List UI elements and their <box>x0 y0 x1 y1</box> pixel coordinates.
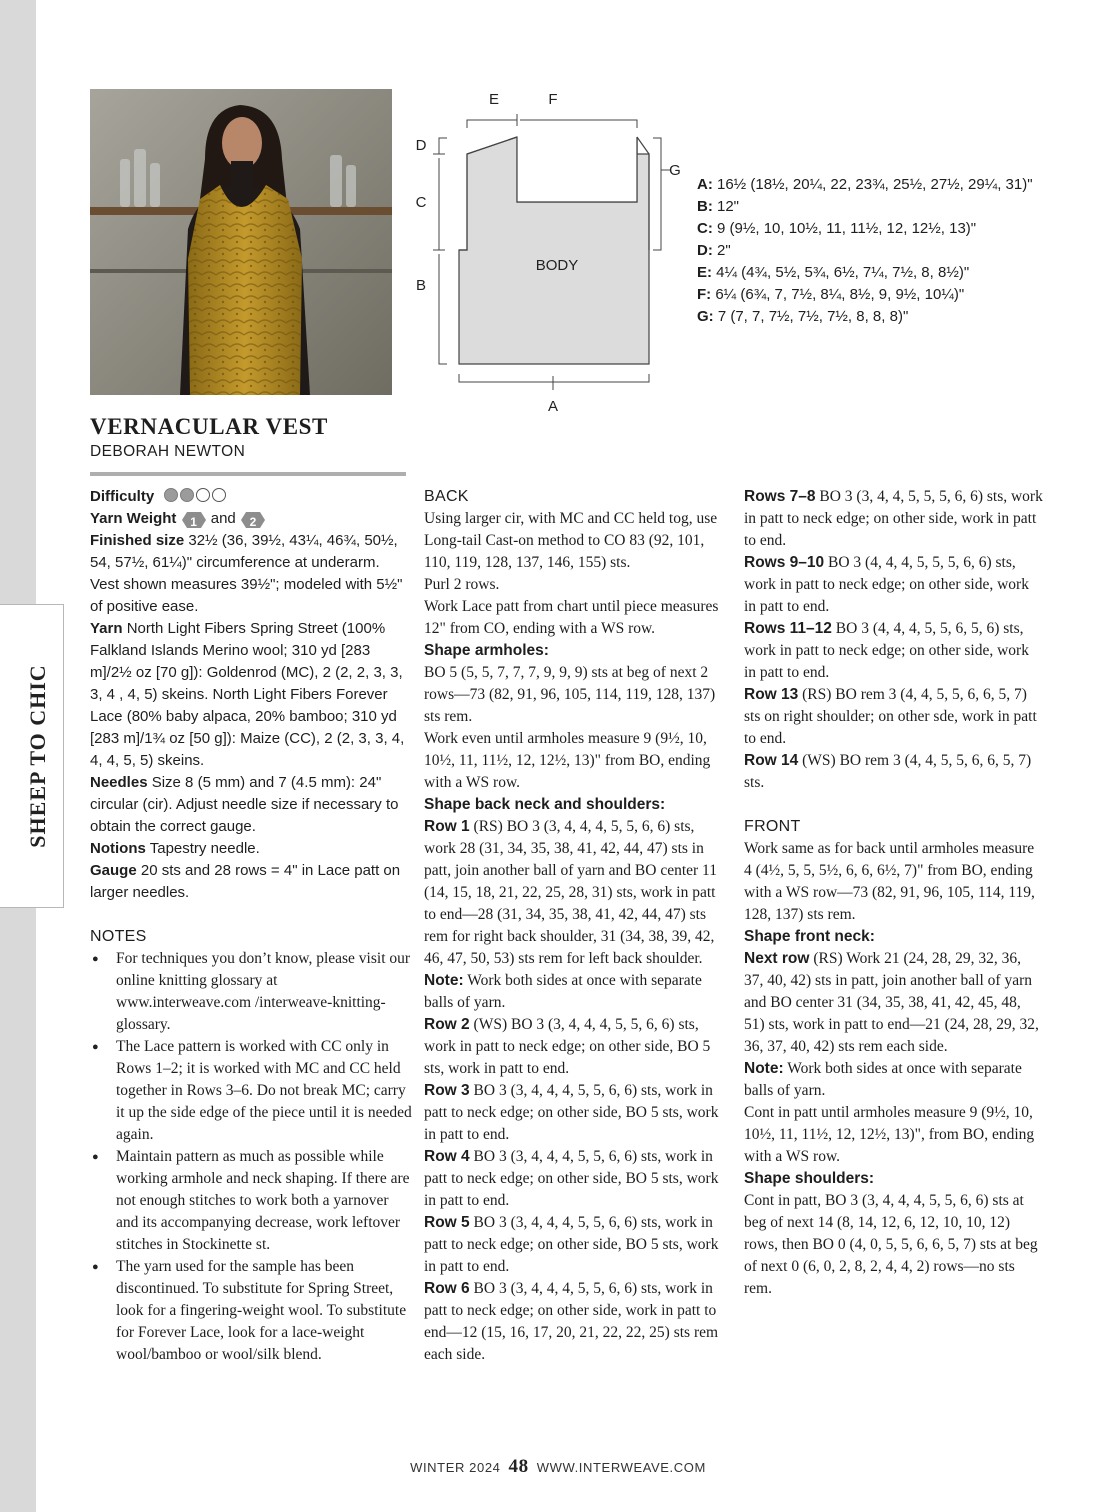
website-label: WWW.INTERWEAVE.COM <box>536 1460 706 1475</box>
column-back <box>424 486 726 1366</box>
back-row-9-10: Rows 9–10 BO 3 (4, 4, 4, 5, 5, 5, 6, 6) sts, work in patt to neck edge; on other side, work in patt to end. <box>744 554 1029 615</box>
gauge-info: Gauge 20 sts and 28 rows = 4" in Lace patt on larger needles. <box>90 862 401 901</box>
label-e: E <box>488 91 500 108</box>
difficulty-line <box>90 486 412 508</box>
back-row-4: Row 4 BO 3 (3, 4, 4, 4, 5, 5, 6, 6) sts, work in patt to neck edge; on other side, BO 5 sts, work in patt to end. <box>424 1148 719 1209</box>
measurement-c: C: 9 (9½, 10, 10½, 11, 11½, 12, 12½, 13)" <box>697 220 977 237</box>
designer-name: DEBORAH NEWTON <box>90 443 246 460</box>
measurement-d: D: 2" <box>697 242 731 259</box>
difficulty-empty-icon <box>212 488 226 502</box>
back-row-7-8: Rows 7–8 BO 3 (3, 4, 4, 5, 5, 5, 6, 6) sts, work in patt to neck edge; on other side, work in patt to end. <box>744 488 1043 549</box>
back-row-6: Row 6 BO 3 (3, 4, 4, 4, 5, 5, 6, 6) sts, work in patt to neck edge; on other side, work in patt to end—12 (15, 16, 17, 20, 21, 22, 22, 25) sts rem each side. <box>424 1280 719 1363</box>
pattern-title: VERNACULAR VEST <box>90 414 328 439</box>
back-paragraph: Purl 2 rows. <box>424 576 500 593</box>
front-shoulders-subheading: Shape shoulders: <box>744 1170 875 1187</box>
needles-info: Needles Size 8 (5 mm) and 7 (4.5 mm): 24" circular (cir). Adjust needle size if necessary to obtain the correct gauge. <box>90 774 399 835</box>
page-footer <box>0 1456 1116 1478</box>
front-paragraph: Work same as for back until armholes measure 4 (4½, 5, 5, 5½, 6, 6, 6½, 7)" from BO, ending with a WS row—73 (82, 91, 96, 105, 114, 119, 128, 137) sts rem. <box>744 840 1035 923</box>
notes-heading: NOTES <box>90 928 147 945</box>
note-item: ● The Lace pattern is worked with CC only in Rows 1–2; it is worked with MC and CC held together in Rows 3–6. Do not break MC; carry it up the side edge of the piece until it is needed again. <box>90 1036 412 1146</box>
measurement-f: F: 6¼ (6¾, 7, 7½, 8¼, 8½, 9, 9½, 10¼)" <box>697 286 965 303</box>
back-row-5: Row 5 BO 3 (3, 4, 4, 4, 5, 5, 6, 6) sts, work in patt to neck edge; on other side, BO 5 sts, work in patt to end. <box>424 1214 719 1275</box>
back-neck-subheading: Shape back neck and shoulders: <box>424 796 666 813</box>
body-label: BODY <box>535 257 579 274</box>
vest-schematic <box>405 86 695 418</box>
front-paragraph: Cont in patt, BO 3 (3, 4, 4, 4, 5, 5, 6, 6) sts at beg of next 14 (8, 14, 12, 6, 12, 10, 10, 12) rows, then BO 0 (4, 0, 5, 5, 6, 6, 5, 7) sts at beg of next 0 (6, 0, 2, 8, 2, 4, 4, 2) rows—no sts rem. <box>744 1192 1038 1297</box>
measurement-b: B: 12" <box>697 198 740 215</box>
back-paragraph: Work Lace patt from chart until piece measures 12" from CO, ending with a WS row. <box>424 598 719 637</box>
difficulty-rating <box>164 488 228 505</box>
back-row-2: Row 2 (WS) BO 3 (3, 4, 4, 4, 5, 5, 6, 6) sts, work in patt to neck edge; on other side, BO 5 sts, work in patt to end. <box>424 1016 711 1077</box>
dotted-divider <box>90 472 406 476</box>
issue-label: WINTER 2024 <box>410 1460 501 1475</box>
note-item: ● The yarn used for the sample has been discontinued. To substitute for Spring Street, look for a fingering-weight wool. To substitute for Forever Lace, look for a lace-weight wool/bamboo or wool/silk blend. <box>90 1256 412 1366</box>
yarn-weight-1-icon: 1 <box>181 511 207 529</box>
back-row-14: Row 14 (WS) BO rem 3 (4, 4, 5, 5, 6, 6, 5, 7) sts. <box>744 752 1032 791</box>
back-row-13: Row 13 (RS) BO rem 3 (4, 4, 5, 5, 6, 6, 5, 7) sts on right shoulder; on other sde, work in patt to end. <box>744 686 1037 747</box>
back-paragraph: BO 5 (5, 5, 7, 7, 7, 9, 9, 9) sts at beg of next 2 rows—73 (82, 91, 96, 105, 114, 119, 128, 137) sts rem. <box>424 664 716 725</box>
front-neck-subheading: Shape front neck: <box>744 928 875 945</box>
back-heading: BACK <box>424 488 469 505</box>
yarn-weight-2-icon: 2 <box>240 511 266 529</box>
front-note: Note: Work both sides at once with separate balls of yarn. <box>744 1060 1022 1099</box>
label-c: C <box>415 194 427 211</box>
note-item: ● For techniques you don’t know, please visit our online knitting glossary at www.interweave.com /interweave-knitting-glossary. <box>90 948 412 1036</box>
model-photo <box>90 89 392 395</box>
measurement-e: E: 4¼ (4¾, 5½, 5¾, 6½, 7¼, 7½, 8, 8½)" <box>697 264 970 281</box>
yarn-info: Yarn North Light Fibers Spring Street (100% Falkland Islands Merino wool; 310 yd [283 m]/2½ oz [70 g]): Goldenrod (MC), 2 (2, 2, 3, 3, 3, 4 , 4, 5) skeins. North Light Fibers Forever Lace (80% baby alpaca, 20% bamboo; 310 yd [283 m]/1¾ oz [50 g]): Maize (CC), 2 (2, 3, 3, 4, 4, 4, 5, 5) skeins. <box>90 620 405 769</box>
label-f: F <box>548 91 558 108</box>
front-next-row: Next row (RS) Work 21 (24, 28, 29, 32, 36, 37, 40, 42) sts in patt, join another ball of yarn and BO center 31 (34, 35, 38, 41, 42, 45, 48, 51) sts, work in patt to end—21 (24, 28, 29, 32, 36, 37, 40, 42) sts rem each side. <box>744 950 1039 1055</box>
notions-info: Notions Tapestry needle. <box>90 840 260 857</box>
back-paragraph: Using larger cir, with MC and CC held tog, use Long-tail Cast-on method to CO 83 (92, 101, 110, 119, 128, 137, 146, 155) sts. <box>424 510 718 571</box>
measurement-list <box>697 174 1097 328</box>
front-paragraph: Cont in patt until armholes measure 9 (9½, 10, 10½, 11, 11½, 12, 12½, 13)", from BO, ending with a WS row. <box>744 1104 1035 1165</box>
armholes-subheading: Shape armholes: <box>424 642 549 659</box>
label-a: A <box>547 398 559 415</box>
difficulty-filled-icon <box>180 488 194 502</box>
column-back-front <box>744 486 1044 1300</box>
back-note: Note: Work both sides at once with separate balls of yarn. <box>424 972 702 1011</box>
back-row-3: Row 3 BO 3 (3, 4, 4, 4, 5, 5, 6, 6) sts, work in patt to neck edge; on other side, BO 5 sts, work in patt to end. <box>424 1082 719 1143</box>
back-paragraph: Work even until armholes measure 9 (9½, 10, 10½, 11, 11½, 12, 12½, 13)" from BO, ending with a WS row. <box>424 730 711 791</box>
label-d: D <box>415 137 427 154</box>
label-g: G <box>669 162 681 179</box>
yarn-weight-line <box>90 508 412 530</box>
measurement-a: A: 16½ (18½, 20¼, 22, 23¾, 25½, 27½, 29¼, 31)" <box>697 176 1033 193</box>
back-row-11-12: Rows 11–12 BO 3 (4, 4, 4, 5, 5, 6, 5, 6) sts, work in patt to neck edge; on other side, work in patt to end. <box>744 620 1029 681</box>
difficulty-filled-icon <box>164 488 178 502</box>
difficulty-label: Difficulty <box>90 488 155 505</box>
section-tab-label: SHEEP TO CHIC <box>25 664 50 848</box>
yarn-weight-label: Yarn Weight <box>90 510 177 527</box>
page-number: 48 <box>508 1456 529 1477</box>
difficulty-empty-icon <box>196 488 210 502</box>
label-b: B <box>415 277 427 294</box>
notes-list <box>90 948 412 1366</box>
front-heading: FRONT <box>744 818 801 835</box>
back-row-1: Row 1 (RS) BO 3 (3, 4, 4, 4, 5, 5, 6, 6) sts, work 28 (31, 34, 35, 38, 41, 42, 44, 47) sts in patt, join another ball of yarn and BO center 11 (14, 15, 18, 21, 22, 25, 28, 31) sts, work in patt to end—28 (31, 34, 35, 38, 41, 42, 44, 47) sts rem for right back shoulder, 31 (34, 38, 39, 42, 46, 47, 50, 53) sts rem for left back shoulder. <box>424 818 717 967</box>
note-item: ● Maintain pattern as much as possible while working armhole and neck shaping. If there are not enough stitches to work both a yarnover and its accompanying decrease, work leftover stitches in Stockinette st. <box>90 1146 412 1256</box>
column-info <box>90 486 412 1366</box>
measurement-g: G: 7 (7, 7, 7½, 7½, 7½, 8, 8, 8)" <box>697 308 909 325</box>
finished-size: Finished size 32½ (36, 39½, 43¼, 46¾, 50½, 54, 57½, 61¼)" circumference at underarm. Vest shown measures 39½"; modeled with 5½" of positive ease. <box>90 532 403 615</box>
yarn-weight-and: and <box>206 510 240 527</box>
